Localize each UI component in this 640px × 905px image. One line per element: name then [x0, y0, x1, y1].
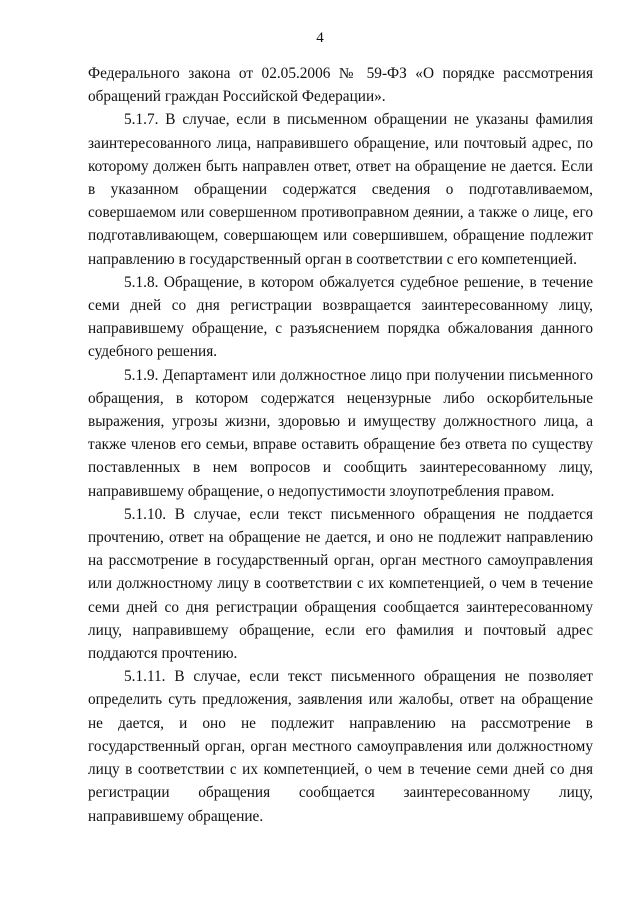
paragraph-5-1-11: 5.1.11. В случае, если текст письменного обращения не позволяет определить суть предложения, заявления или жалобы, ответ на обращение не дается, и оно не подлежит направлению на рассмотрение в государственный орган, орган местного самоуправления или должностному лицу в соответствии с их компетенцией, о чем в течение семи дней со дня регистрации обращения сообщается заинтересованному лицу, направившему обращение. — [88, 668, 593, 825]
paragraph-5-1-7: 5.1.7. В случае, если в письменном обращении не указаны фамилия заинтересованного лица, направившего обращение, или почтовый адрес, по которому должен быть направлен ответ, ответ на обращение не дается. Если в указанном обращении содержатся сведения о подготавливаемом, совершаемом или совершенном противоправном деянии, а также о лице, его подготавливающем, совершающем или совершившем, обращение подлежит направлению в государственный орган в соответствии с его компетенцией. — [88, 111, 593, 268]
paragraph-5-1-10: 5.1.10. В случае, если текст письменного обращения не поддается прочтению, ответ на обращение не дается, и оно не подлежит направлению на рассмотрение в государственный орган, орган местного самоуправления или должностному лицу в соответствии с их компетенцией, о чем в течение семи дней со дня регистрации обращения сообщается заинтересованному лицу, направившему обращение, если его фамилия и почтовый адрес поддаются прочтению. — [88, 505, 593, 663]
paragraph-5-1-9: 5.1.9. Департамент или должностное лицо при получении письменного обращения, в котором содержатся нецензурные либо оскорбительные выражения, угрозы жизни, здоровью и имуществу должностного лица, а также членов его семьи, вправе оставить обращение без ответа по существу поставленных в нем вопросов и сообщить заинтересованному лицу, направившему обращение, о недопустимости злоупотребления правом. — [88, 366, 593, 500]
paragraph-continuation: Федерального закона от 02.05.2006 № 59-ФЗ «О порядке рассмотрения обращений граждан Российской Федерации». — [88, 65, 593, 106]
paragraph-5-1-8: 5.1.8. Обращение, в котором обжалуется судебное решение, в течение семи дней со дня регистрации возвращается заинтересованному лицу, направившему обращение, с разъяснением порядка обжалования данного судебного решения. — [88, 273, 593, 361]
document-body — [88, 62, 593, 828]
page-number: 4 — [316, 30, 324, 46]
